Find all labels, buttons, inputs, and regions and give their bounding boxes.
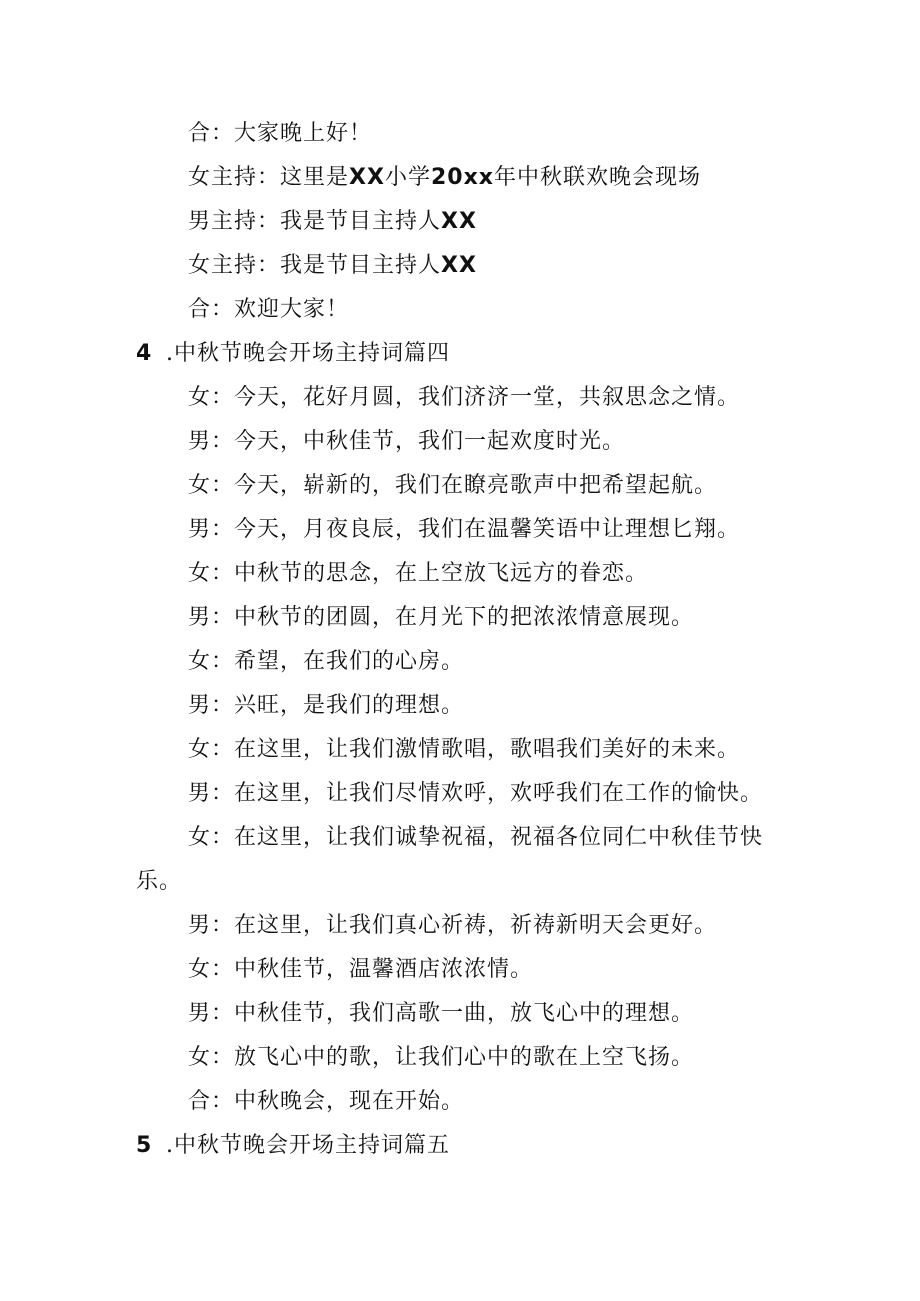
dialogue-line: 男：中秋佳节，我们高歌一曲，放飞心中的理想。: [188, 1001, 695, 1026]
intro-text: 合：欢迎大家！: [188, 297, 350, 322]
intro-text: 年中秋联欢晚会现场: [493, 165, 701, 190]
dialogue-line: 女：在这里，让我们诚挚祝福，祝福各位同仁中秋佳节快: [188, 825, 764, 850]
intro-text: 合：大家晚上好！: [188, 121, 373, 146]
intro-bold-text: XX: [441, 253, 477, 278]
dialogue-line: 女：希望，在我们的心房。: [188, 649, 465, 674]
intro-line-5: [188, 296, 349, 324]
dialogue-line: 男：今天，月夜良辰，我们在温馨笑语中让理想匕翔。: [188, 517, 741, 542]
dialogue-line: 男：中秋节的团圆，在月光下的把浓浓情意展现。: [188, 605, 695, 630]
intro-text: 女主持：这里是: [188, 165, 350, 190]
dialogue-line: 男：在这里，让我们真心祈祷，祈祷新明天会更好。: [188, 913, 718, 938]
intro-line-2: [188, 164, 701, 192]
intro-line-1: [188, 120, 372, 148]
dialogue-line: 女：放飞心中的歌，让我们心中的歌在上空飞扬。: [188, 1045, 695, 1070]
section-title: .中秋节晚会开场主持词篇四: [166, 341, 450, 366]
dialogue-line: 女：今天，崭新的，我们在瞭亮歌声中把希望起航。: [188, 473, 718, 498]
section-4-heading: [136, 340, 450, 368]
section-number: 4: [136, 341, 153, 366]
dialogue-line: 男：今天，中秋佳节，我们一起欢度时光。: [188, 429, 626, 454]
intro-bold-text: XX: [349, 165, 385, 190]
intro-text: 小学: [384, 165, 431, 190]
intro-line-4: [188, 252, 477, 280]
intro-bold-text: XX: [441, 209, 477, 234]
dialogue-line: 女：中秋节的思念，在上空放飞远方的眷恋。: [188, 561, 649, 586]
dialogue-line: 男：在这里，让我们尽情欢呼，欢呼我们在工作的愉快。: [188, 781, 764, 806]
intro-text: 男主持：我是节目主持人: [188, 209, 442, 234]
section-number: 5: [136, 1133, 153, 1158]
dialogue-line: 女：今天，花好月圆，我们济济一堂，共叙思念之情。: [188, 385, 741, 410]
dialogue-line: 女：在这里，让我们激情歌唱，歌唱我们美好的未来。: [188, 737, 741, 762]
intro-line-3: [188, 208, 477, 236]
dialogue-line: 女：中秋佳节，温馨酒店浓浓情。: [188, 957, 534, 982]
section-title: .中秋节晚会开场主持词篇五: [166, 1133, 450, 1158]
section-5-heading: [136, 1132, 450, 1160]
intro-bold-text: 20xx: [430, 165, 494, 190]
intro-text: 女主持：我是节目主持人: [188, 253, 442, 278]
dialogue-line-continuation: 乐。: [136, 869, 183, 894]
dialogue-line: 男：兴旺，是我们的理想。: [188, 693, 465, 718]
dialogue-line: 合：中秋晚会，现在开始。: [188, 1089, 465, 1114]
